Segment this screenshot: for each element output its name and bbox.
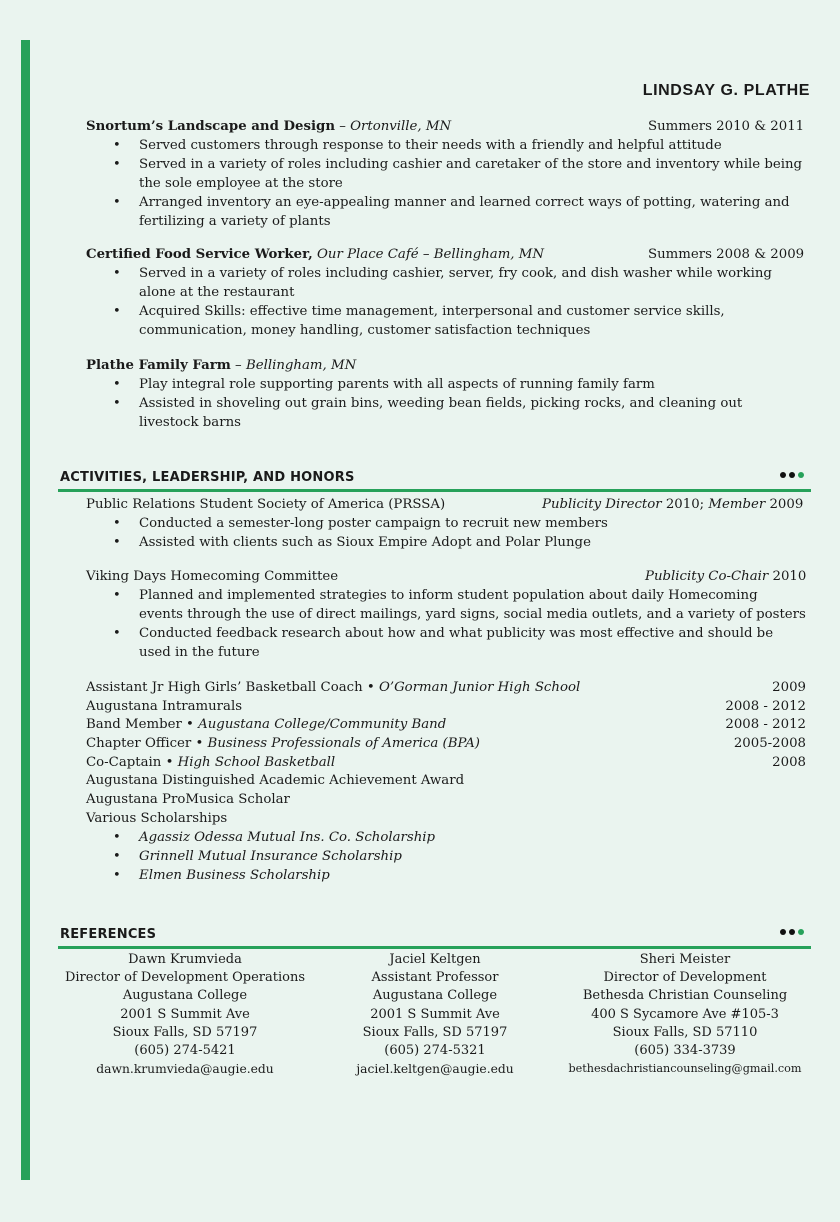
bullet-icon: • <box>113 849 121 864</box>
job-bullet-text: alone at the restaurant <box>139 285 295 300</box>
reference-card <box>560 951 810 1078</box>
dot-icon <box>789 472 795 478</box>
bullet-icon: • <box>113 868 121 883</box>
honor-item <box>86 697 242 716</box>
org-name: Public Relations Student Society of America (PRSSA) <box>86 497 446 512</box>
job-bullet-text: the sole employee at the store <box>139 176 343 191</box>
org-name: Viking Days Homecoming Committee <box>86 569 339 584</box>
left-accent-bar <box>21 40 30 1180</box>
honor-year: 2005-2008 <box>733 736 806 751</box>
job-separator: – <box>230 358 246 373</box>
honor-text: Band Member • <box>86 717 199 732</box>
org-role-title: Publicity Co-Chair <box>645 569 769 584</box>
bullet-icon: • <box>113 535 121 550</box>
scholarship-item: Elmen Business Scholarship <box>139 868 330 883</box>
bullet-icon: • <box>113 195 121 210</box>
job-bullet-text: Assisted in shoveling out grain bins, weeding bean fields, picking rocks, and cleaning out <box>139 396 743 411</box>
resume-name: LINDSAY G. PLATHE <box>642 82 810 99</box>
reference-phone: (605) 274-5321 <box>384 1042 486 1058</box>
org-role-year: 2010 <box>768 569 807 584</box>
reference-name: Dawn Krumvieda <box>128 952 242 967</box>
activity-bullet-text: used in the future <box>139 645 260 660</box>
reference-title: Assistant Professor <box>371 970 499 986</box>
dot-icon <box>789 929 795 935</box>
reference-org: Augustana College <box>122 988 248 1004</box>
job-dates: Summers 2010 & 2011 <box>648 119 805 134</box>
honor-text: Co-Captain • <box>86 755 178 770</box>
honor-year: 2008 - 2012 <box>725 699 806 714</box>
honor-item <box>86 734 480 753</box>
job-bullet-text: fertilizing a variety of plants <box>139 214 331 229</box>
honor-text: Chapter Officer • <box>86 736 208 751</box>
dot-icon <box>780 929 786 935</box>
bullet-icon: • <box>113 266 121 281</box>
reference-city: Sioux Falls, SD 57197 <box>362 1024 508 1040</box>
honor-year: 2009 <box>772 680 806 695</box>
job-location: Our Place Café – Bellingham, MN <box>317 247 545 262</box>
bullet-icon: • <box>113 377 121 392</box>
reference-phone: (605) 274-5421 <box>134 1042 236 1058</box>
dot-icon <box>798 929 804 935</box>
activity-bullet-text: Planned and implemented strategies to inform student population about daily Homecoming <box>139 588 758 603</box>
honor-org: Business Professionals of America (BPA) <box>207 736 480 751</box>
honor-org: Augustana College/Community Band <box>198 717 447 732</box>
reference-street: 2001 S Summit Ave <box>120 1006 250 1022</box>
job-heading <box>86 245 544 264</box>
org-role-title: Member <box>708 497 766 512</box>
section-dots-icon <box>777 470 804 481</box>
activity-bullet-text: Conducted a semester-long poster campaign to recruit new members <box>139 516 608 531</box>
honor-item: Augustana ProMusica Scholar <box>86 792 290 807</box>
job-bullet-text: Acquired Skills: effective time management, interpersonal and customer service skills, <box>139 304 725 319</box>
job-bullet-text: Served in a variety of roles including cashier, server, fry cook, and dish washer while working <box>139 266 772 281</box>
reference-card <box>305 951 565 1078</box>
bullet-icon: • <box>113 516 121 531</box>
section-divider <box>58 946 811 949</box>
org-role-title: Publicity Director <box>542 497 662 512</box>
honor-item <box>86 753 335 772</box>
job-separator: – <box>335 119 351 134</box>
job-location: Ortonville, MN <box>350 119 452 134</box>
bullet-icon: • <box>113 588 121 603</box>
dot-icon <box>780 472 786 478</box>
section-dots-icon <box>777 927 804 938</box>
dot-icon <box>798 472 804 478</box>
bullet-icon: • <box>113 396 121 411</box>
honor-org: High School Basketball <box>177 755 336 770</box>
bullet-icon: • <box>113 304 121 319</box>
job-title: Certified Food Service Worker, <box>86 247 313 262</box>
reference-city: Sioux Falls, SD 57197 <box>112 1024 258 1040</box>
org-role <box>542 495 803 514</box>
activity-bullet-text: events through the use of direct mailings, yard signs, social media outlets, and a variety of posters <box>139 607 806 622</box>
reference-phone: (605) 334-3739 <box>634 1042 736 1058</box>
reference-email: jaciel.keltgen@augie.edu <box>356 1062 514 1077</box>
reference-street: 2001 S Summit Ave <box>370 1006 500 1022</box>
reference-email: bethesdachristiancounseling@gmail.com <box>568 1062 802 1076</box>
activity-bullet-text: Conducted feedback research about how and what publicity was most effective and should be <box>139 626 774 641</box>
reference-name: Sheri Meister <box>639 952 731 967</box>
job-location: Bellingham, MN <box>245 358 357 373</box>
job-bullet-text: communication, money handling, customer satisfaction techniques <box>139 323 591 338</box>
reference-card <box>55 951 315 1078</box>
reference-email: dawn.krumvieda@augie.edu <box>96 1062 274 1077</box>
honor-item <box>86 678 580 697</box>
job-bullet-text: Arranged inventory an eye-appealing manner and learned correct ways of potting, watering and <box>139 195 790 210</box>
section-heading-references: REFERENCES <box>60 927 157 942</box>
scholarship-item: Grinnell Mutual Insurance Scholarship <box>139 849 402 864</box>
reference-org: Augustana College <box>372 988 498 1004</box>
reference-title: Director of Development Operations <box>64 970 306 986</box>
honor-item: Augustana Distinguished Academic Achievement Award <box>86 773 465 788</box>
bullet-icon: • <box>113 830 121 845</box>
job-heading <box>86 117 451 136</box>
honor-text: Assistant Jr High Girls’ Basketball Coach • <box>86 680 379 695</box>
reference-city: Sioux Falls, SD 57110 <box>612 1024 758 1040</box>
job-dates: Summers 2008 & 2009 <box>648 247 805 262</box>
scholarship-item: Agassiz Odessa Mutual Ins. Co. Scholarship <box>139 830 436 845</box>
honor-item: Various Scholarships <box>86 811 228 826</box>
job-bullet-text: Served customers through response to their needs with a friendly and helpful attitude <box>139 138 722 153</box>
job-heading <box>86 356 356 375</box>
bullet-icon: • <box>113 138 121 153</box>
bullet-icon: • <box>113 157 121 172</box>
honor-year: 2008 <box>772 755 806 770</box>
section-heading-activities: ACTIVITIES, LEADERSHIP, AND HONORS <box>60 470 355 485</box>
reference-street: 400 S Sycamore Ave #105-3 <box>591 1006 779 1022</box>
reference-org: Bethesda Christian Counseling <box>582 988 788 1004</box>
activity-bullet-text: Assisted with clients such as Sioux Empire Adopt and Polar Plunge <box>139 535 591 550</box>
honor-org: O’Gorman Junior High School <box>378 680 581 695</box>
job-title: Plathe Family Farm <box>86 358 231 373</box>
job-title: Snortum’s Landscape and Design <box>86 119 335 134</box>
job-bullet-text: Served in a variety of roles including cashier and caretaker of the store and inventory while being <box>139 157 803 172</box>
org-role-year: 2009 <box>765 497 804 512</box>
bullet-icon: • <box>113 626 121 641</box>
reference-title: Director of Development <box>603 970 767 986</box>
honor-item <box>86 715 446 734</box>
reference-name: Jaciel Keltgen <box>389 952 481 967</box>
job-bullet-text: Play integral role supporting parents with all aspects of running family farm <box>139 377 655 392</box>
honor-year: 2008 - 2012 <box>725 717 806 732</box>
org-role <box>645 567 806 586</box>
job-bullet-text: livestock barns <box>139 415 241 430</box>
section-divider <box>58 489 811 492</box>
org-role-year: 2010; <box>661 497 709 512</box>
honor-text: Augustana Intramurals <box>86 699 243 714</box>
